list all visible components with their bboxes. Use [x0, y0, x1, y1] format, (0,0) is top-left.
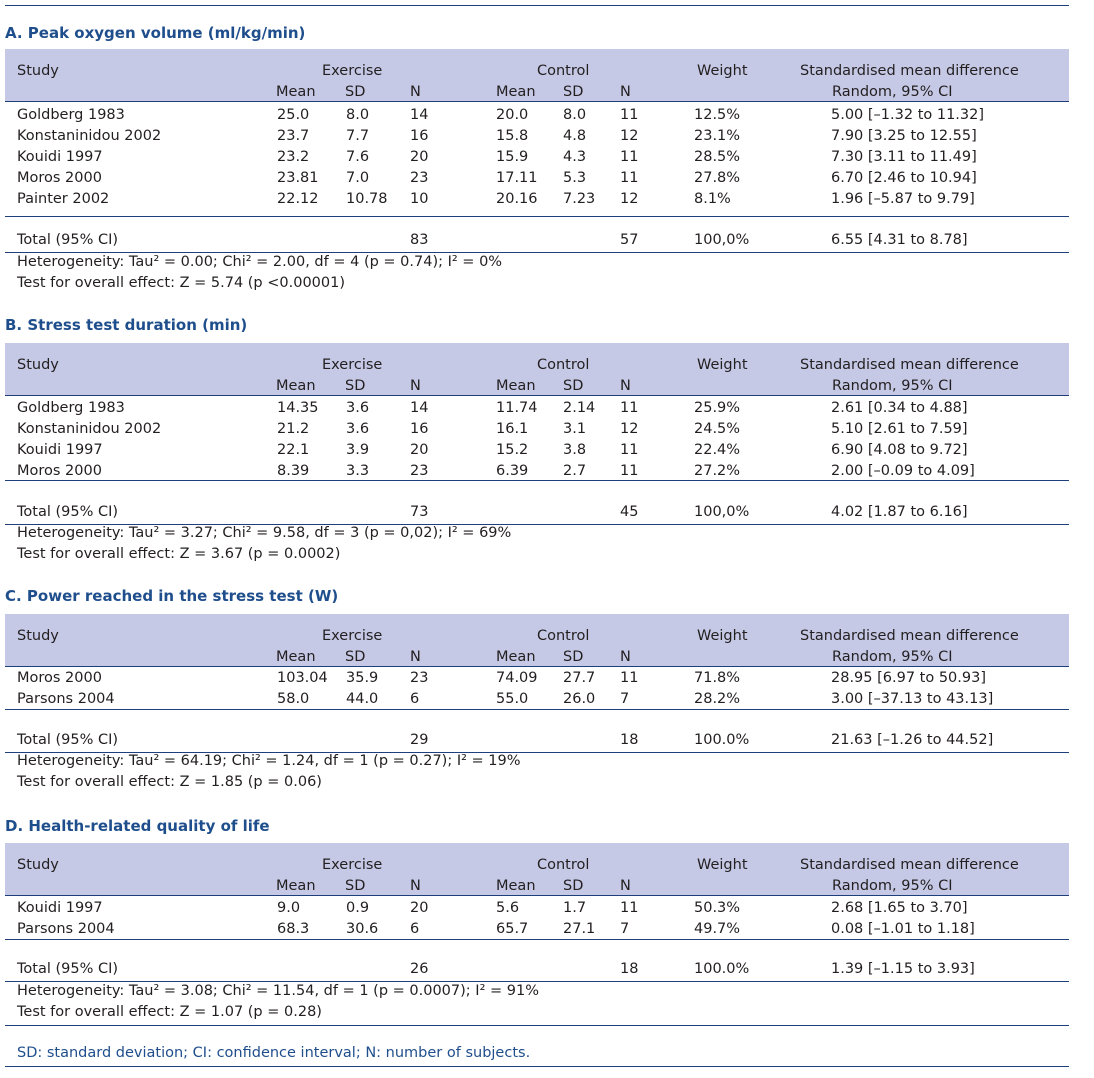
cell-sd-control: 4.8 — [563, 128, 587, 144]
overall-effect-line — [5, 1002, 1069, 1023]
total-smd: 21.63 [–1.26 to 44.52] — [831, 732, 994, 748]
header-smd-sub: Random, 95% CI — [832, 649, 953, 665]
table-header — [5, 49, 1069, 102]
header-sd-control: SD — [563, 649, 584, 665]
cell-smd: 5.10 [2.61 to 7.59] — [831, 421, 968, 437]
cell-n-exercise: 14 — [410, 107, 429, 123]
header-mean-exercise: Mean — [276, 378, 316, 394]
header-exercise: Exercise — [322, 357, 383, 373]
header-sd-exercise: SD — [345, 378, 366, 394]
header-exercise: Exercise — [322, 63, 383, 79]
total-row — [5, 730, 1069, 751]
table-row — [5, 440, 1069, 461]
section-d — [5, 814, 1069, 1026]
cell-study: Konstaninidou 2002 — [17, 128, 162, 144]
header-n-exercise: N — [410, 84, 421, 100]
cell-weight: 22.4% — [694, 442, 741, 458]
header-study: Study — [17, 357, 59, 373]
cell-n-control: 12 — [620, 191, 639, 207]
section-c — [5, 584, 1069, 796]
cell-smd: 3.00 [–37.13 to 43.13] — [831, 691, 994, 707]
total-weight: 100,0% — [694, 504, 750, 520]
cell-n-control: 11 — [620, 170, 639, 186]
total-label: Total (95% CI) — [17, 232, 119, 248]
cell-sd-control: 27.1 — [563, 921, 596, 937]
cell-sd-exercise: 3.9 — [346, 442, 370, 458]
cell-mean-control: 15.2 — [496, 442, 529, 458]
header-weight: Weight — [697, 63, 748, 79]
cell-weight: 25.9% — [694, 400, 741, 416]
header-mean-exercise: Mean — [276, 878, 316, 894]
cell-mean-exercise: 58.0 — [277, 691, 310, 707]
cell-mean-control: 16.1 — [496, 421, 529, 437]
cell-n-exercise: 6 — [410, 921, 420, 937]
section-title: C. Power reached in the stress test (W) — [5, 587, 339, 605]
cell-study: Parsons 2004 — [17, 691, 115, 707]
cell-n-control: 11 — [620, 442, 639, 458]
cell-smd: 1.96 [–5.87 to 9.79] — [831, 191, 975, 207]
section-b — [5, 313, 1069, 565]
cell-sd-control: 8.0 — [563, 107, 587, 123]
header-weight: Weight — [697, 357, 748, 373]
header-smd-sub: Random, 95% CI — [832, 378, 953, 394]
cell-sd-exercise: 8.0 — [346, 107, 370, 123]
header-sd-control: SD — [563, 84, 584, 100]
cell-sd-control: 2.14 — [563, 400, 596, 416]
overall-effect-line — [5, 772, 1069, 793]
table-row — [5, 689, 1069, 710]
table-row — [5, 919, 1069, 940]
cell-mean-exercise: 22.12 — [277, 191, 319, 207]
cell-sd-exercise: 10.78 — [346, 191, 388, 207]
cell-mean-control: 5.6 — [496, 900, 520, 916]
cell-weight: 23.1% — [694, 128, 741, 144]
cell-study: Kouidi 1997 — [17, 442, 103, 458]
overall-effect-text: Test for overall effect: Z = 1.85 (p = 0.06) — [17, 774, 322, 790]
cell-n-exercise: 16 — [410, 421, 429, 437]
cell-weight: 28.5% — [694, 149, 741, 165]
cell-mean-exercise: 68.3 — [277, 921, 310, 937]
cell-n-control: 11 — [620, 900, 639, 916]
heterogeneity-text: Heterogeneity: Tau² = 3.27; Chi² = 9.58, df = 3 (p = 0,02); I² = 69% — [17, 525, 512, 541]
table-row — [5, 398, 1069, 419]
cell-mean-exercise: 23.7 — [277, 128, 310, 144]
cell-study: Moros 2000 — [17, 463, 102, 479]
header-control: Control — [537, 63, 590, 79]
cell-weight: 50.3% — [694, 900, 741, 916]
cell-sd-exercise: 30.6 — [346, 921, 379, 937]
cell-sd-exercise: 3.6 — [346, 400, 370, 416]
cell-weight: 71.8% — [694, 670, 741, 686]
cell-smd: 6.70 [2.46 to 10.94] — [831, 170, 977, 186]
cell-n-control: 11 — [620, 107, 639, 123]
cell-mean-exercise: 22.1 — [277, 442, 310, 458]
cell-mean-control: 15.8 — [496, 128, 529, 144]
cell-smd: 28.95 [6.97 to 50.93] — [831, 670, 987, 686]
total-n-control: 18 — [620, 732, 639, 748]
cell-weight: 28.2% — [694, 691, 741, 707]
cell-sd-control: 5.3 — [563, 170, 587, 186]
heterogeneity-text: Heterogeneity: Tau² = 64.19; Chi² = 1.24, df = 1 (p = 0.27); I² = 19% — [17, 753, 521, 769]
cell-n-control: 11 — [620, 670, 639, 686]
footnote: SD: standard deviation; CI: confidence interval; N: number of subjects. — [17, 1045, 531, 1061]
cell-mean-exercise: 21.2 — [277, 421, 310, 437]
rows-divider — [5, 480, 1069, 481]
cell-n-exercise: 23 — [410, 170, 429, 186]
cell-sd-exercise: 3.3 — [346, 463, 370, 479]
cell-study: Moros 2000 — [17, 670, 102, 686]
cell-sd-control: 7.23 — [563, 191, 596, 207]
cell-smd: 6.90 [4.08 to 9.72] — [831, 442, 968, 458]
cell-study: Goldberg 1983 — [17, 400, 125, 416]
cell-n-control: 12 — [620, 128, 639, 144]
header-weight: Weight — [697, 857, 748, 873]
cell-n-exercise: 16 — [410, 128, 429, 144]
header-smd-sub: Random, 95% CI — [832, 84, 953, 100]
cell-sd-control: 3.8 — [563, 442, 587, 458]
header-smd: Standardised mean difference — [800, 357, 1019, 373]
rows-divider — [5, 709, 1069, 710]
table-header — [5, 614, 1069, 667]
cell-n-exercise: 20 — [410, 900, 429, 916]
cell-study: Kouidi 1997 — [17, 900, 103, 916]
cell-sd-exercise: 44.0 — [346, 691, 379, 707]
cell-weight: 8.1% — [694, 191, 731, 207]
cell-weight: 24.5% — [694, 421, 741, 437]
cell-smd: 2.68 [1.65 to 3.70] — [831, 900, 968, 916]
cell-mean-control: 6.39 — [496, 463, 529, 479]
total-row — [5, 959, 1069, 980]
cell-n-exercise: 14 — [410, 400, 429, 416]
cell-n-exercise: 23 — [410, 463, 429, 479]
table-row — [5, 419, 1069, 440]
cell-sd-exercise: 7.6 — [346, 149, 370, 165]
header-study: Study — [17, 628, 59, 644]
cell-mean-exercise: 25.0 — [277, 107, 310, 123]
cell-mean-control: 55.0 — [496, 691, 529, 707]
cell-sd-exercise: 35.9 — [346, 670, 379, 686]
cell-weight: 49.7% — [694, 921, 741, 937]
total-row — [5, 230, 1069, 251]
header-sd-control: SD — [563, 878, 584, 894]
header-smd: Standardised mean difference — [800, 857, 1019, 873]
total-n-control: 18 — [620, 961, 639, 977]
cell-mean-exercise: 23.2 — [277, 149, 310, 165]
cell-study: Goldberg 1983 — [17, 107, 125, 123]
bottom-rule — [5, 1066, 1069, 1067]
cell-smd: 7.30 [3.11 to 11.49] — [831, 149, 977, 165]
cell-smd: 7.90 [3.25 to 12.55] — [831, 128, 977, 144]
table-row — [5, 189, 1069, 210]
cell-study: Moros 2000 — [17, 170, 102, 186]
header-n-control: N — [620, 378, 631, 394]
cell-sd-control: 2.7 — [563, 463, 587, 479]
section-title: D. Health-related quality of life — [5, 817, 270, 835]
header-mean-exercise: Mean — [276, 649, 316, 665]
header-exercise: Exercise — [322, 628, 383, 644]
cell-mean-control: 17.11 — [496, 170, 538, 186]
cell-mean-exercise: 9.0 — [277, 900, 301, 916]
header-mean-control: Mean — [496, 649, 536, 665]
table-row — [5, 461, 1069, 482]
cell-mean-control: 15.9 — [496, 149, 529, 165]
header-n-control: N — [620, 84, 631, 100]
cell-n-exercise: 6 — [410, 691, 420, 707]
header-sd-control: SD — [563, 378, 584, 394]
table-row — [5, 147, 1069, 168]
header-sd-exercise: SD — [345, 84, 366, 100]
header-control: Control — [537, 857, 590, 873]
heterogeneity-line — [5, 981, 1069, 1002]
total-label: Total (95% CI) — [17, 961, 119, 977]
cell-weight: 27.2% — [694, 463, 741, 479]
section-a — [5, 21, 1069, 293]
cell-n-control: 7 — [620, 691, 630, 707]
total-n-control: 57 — [620, 232, 639, 248]
cell-sd-control: 26.0 — [563, 691, 596, 707]
cell-weight: 12.5% — [694, 107, 741, 123]
section-title: A. Peak oxygen volume (ml/kg/min) — [5, 24, 306, 42]
cell-mean-control: 74.09 — [496, 670, 538, 686]
header-exercise: Exercise — [322, 857, 383, 873]
cell-smd: 2.61 [0.34 to 4.88] — [831, 400, 968, 416]
header-n-control: N — [620, 649, 631, 665]
cell-smd: 0.08 [–1.01 to 1.18] — [831, 921, 975, 937]
header-mean-control: Mean — [496, 878, 536, 894]
header-smd: Standardised mean difference — [800, 63, 1019, 79]
heterogeneity-line — [5, 751, 1069, 772]
total-smd: 1.39 [–1.15 to 3.93] — [831, 961, 975, 977]
header-sd-exercise: SD — [345, 878, 366, 894]
header-n-control: N — [620, 878, 631, 894]
total-n-exercise: 73 — [410, 504, 429, 520]
header-n-exercise: N — [410, 378, 421, 394]
overall-effect-line — [5, 544, 1069, 565]
footer-rule — [5, 1025, 1069, 1026]
cell-weight: 27.8% — [694, 170, 741, 186]
cell-n-exercise: 20 — [410, 442, 429, 458]
cell-n-control: 11 — [620, 463, 639, 479]
total-weight: 100.0% — [694, 732, 750, 748]
total-weight: 100,0% — [694, 232, 750, 248]
heterogeneity-text: Heterogeneity: Tau² = 3.08; Chi² = 11.54, df = 1 (p = 0.0007); I² = 91% — [17, 983, 539, 999]
cell-smd: 5.00 [–1.32 to 11.32] — [831, 107, 985, 123]
overall-effect-text: Test for overall effect: Z = 5.74 (p <0.00001) — [17, 275, 346, 291]
cell-n-exercise: 10 — [410, 191, 429, 207]
total-weight: 100.0% — [694, 961, 750, 977]
heterogeneity-line — [5, 252, 1069, 273]
cell-sd-control: 27.7 — [563, 670, 596, 686]
header-mean-exercise: Mean — [276, 84, 316, 100]
header-n-exercise: N — [410, 878, 421, 894]
cell-study: Kouidi 1997 — [17, 149, 103, 165]
header-control: Control — [537, 357, 590, 373]
cell-study: Parsons 2004 — [17, 921, 115, 937]
header-smd: Standardised mean difference — [800, 628, 1019, 644]
total-label: Total (95% CI) — [17, 504, 119, 520]
header-mean-control: Mean — [496, 84, 536, 100]
total-row — [5, 502, 1069, 523]
cell-mean-exercise: 8.39 — [277, 463, 310, 479]
header-sd-exercise: SD — [345, 649, 366, 665]
total-smd: 6.55 [4.31 to 8.78] — [831, 232, 968, 248]
table-row — [5, 126, 1069, 147]
cell-smd: 2.00 [–0.09 to 4.09] — [831, 463, 975, 479]
cell-sd-exercise: 7.0 — [346, 170, 370, 186]
cell-mean-control: 11.74 — [496, 400, 538, 416]
cell-n-exercise: 20 — [410, 149, 429, 165]
heterogeneity-line — [5, 523, 1069, 544]
cell-study: Konstaninidou 2002 — [17, 421, 162, 437]
cell-n-exercise: 23 — [410, 670, 429, 686]
cell-n-control: 11 — [620, 149, 639, 165]
top-rule — [5, 5, 1069, 6]
cell-n-control: 11 — [620, 400, 639, 416]
table-row — [5, 898, 1069, 919]
total-n-control: 45 — [620, 504, 639, 520]
header-control: Control — [537, 628, 590, 644]
cell-mean-exercise: 103.04 — [277, 670, 328, 686]
header-mean-control: Mean — [496, 378, 536, 394]
section-title: B. Stress test duration (min) — [5, 316, 248, 334]
cell-mean-exercise: 14.35 — [277, 400, 319, 416]
table-row — [5, 668, 1069, 689]
cell-study: Painter 2002 — [17, 191, 110, 207]
total-n-exercise: 83 — [410, 232, 429, 248]
table-row — [5, 105, 1069, 126]
cell-sd-exercise: 0.9 — [346, 900, 370, 916]
cell-sd-control: 1.7 — [563, 900, 587, 916]
cell-mean-control: 20.0 — [496, 107, 529, 123]
total-n-exercise: 29 — [410, 732, 429, 748]
rows-divider — [5, 939, 1069, 940]
table-row — [5, 168, 1069, 189]
cell-sd-exercise: 3.6 — [346, 421, 370, 437]
table-header — [5, 843, 1069, 896]
header-n-exercise: N — [410, 649, 421, 665]
cell-n-control: 12 — [620, 421, 639, 437]
table-header — [5, 343, 1069, 396]
total-label: Total (95% CI) — [17, 732, 119, 748]
rows-divider — [5, 216, 1069, 217]
heterogeneity-text: Heterogeneity: Tau² = 0.00; Chi² = 2.00, df = 4 (p = 0.74); I² = 0% — [17, 254, 503, 270]
header-weight: Weight — [697, 628, 748, 644]
header-smd-sub: Random, 95% CI — [832, 878, 953, 894]
overall-effect-text: Test for overall effect: Z = 1.07 (p = 0.28) — [17, 1004, 322, 1020]
header-study: Study — [17, 63, 59, 79]
overall-effect-text: Test for overall effect: Z = 3.67 (p = 0.0002) — [17, 546, 341, 562]
cell-sd-control: 4.3 — [563, 149, 587, 165]
cell-mean-control: 65.7 — [496, 921, 529, 937]
cell-sd-exercise: 7.7 — [346, 128, 370, 144]
total-n-exercise: 26 — [410, 961, 429, 977]
cell-sd-control: 3.1 — [563, 421, 587, 437]
cell-mean-control: 20.16 — [496, 191, 538, 207]
header-study: Study — [17, 857, 59, 873]
overall-effect-line — [5, 273, 1069, 294]
cell-n-control: 7 — [620, 921, 630, 937]
cell-mean-exercise: 23.81 — [277, 170, 319, 186]
total-smd: 4.02 [1.87 to 6.16] — [831, 504, 968, 520]
